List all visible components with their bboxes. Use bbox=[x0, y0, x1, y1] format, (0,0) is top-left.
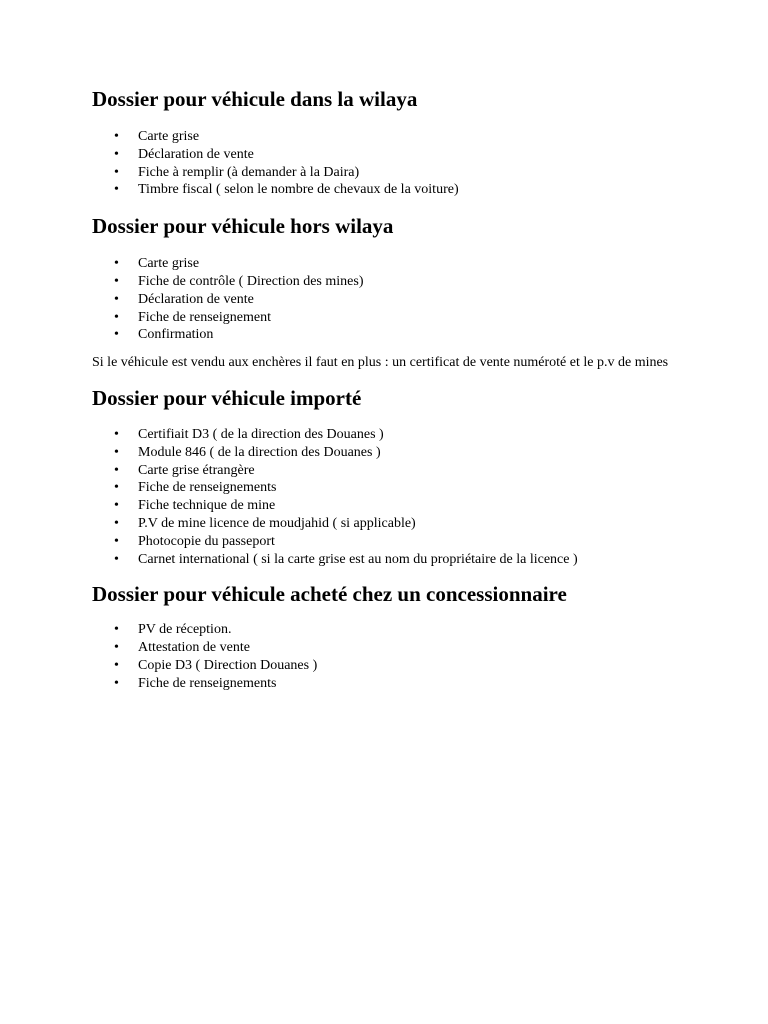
list-item: • Fiche à remplir (à demander à la Daira) bbox=[92, 164, 692, 182]
auction-note: Si le véhicule est vendu aux enchères il faut en plus : un certificat de vente numéroté et le p.v de mines bbox=[92, 355, 669, 371]
document-page bbox=[92, 86, 692, 693]
list-item: • Confirmation bbox=[92, 326, 692, 344]
list-item: • Fiche de renseignement bbox=[92, 309, 692, 327]
list-item: • Certifiait D3 ( de la direction des Douanes ) bbox=[92, 426, 692, 444]
list-item: • Attestation de vente bbox=[92, 639, 692, 657]
list-item: • Timbre fiscal ( selon le nombre de chevaux de la voiture) bbox=[92, 181, 692, 199]
list-item: • Fiche de renseignements bbox=[92, 479, 692, 497]
section-title-concessionnaire: Dossier pour véhicule acheté chez un concessionnaire bbox=[92, 582, 567, 607]
list-item: • Fiche de renseignements bbox=[92, 675, 692, 693]
list-item: • Déclaration de vente bbox=[92, 146, 692, 164]
list-item: • Fiche technique de mine bbox=[92, 497, 692, 515]
list-item: • Fiche de contrôle ( Direction des mines) bbox=[92, 273, 692, 291]
section-title-importe: Dossier pour véhicule importé bbox=[92, 385, 362, 410]
requirements-list-concessionnaire bbox=[92, 621, 692, 692]
list-item: • Déclaration de vente bbox=[92, 291, 692, 309]
list-item: • P.V de mine licence de moudjahid ( si applicable) bbox=[92, 515, 692, 533]
list-item: • Carte grise bbox=[92, 128, 692, 146]
list-item: • Carte grise bbox=[92, 255, 692, 273]
requirements-list-hors-wilaya bbox=[92, 255, 692, 344]
requirements-list-wilaya bbox=[92, 128, 692, 199]
section-title-hors-wilaya: Dossier pour véhicule hors wilaya bbox=[92, 214, 394, 239]
list-item: • Photocopie du passeport bbox=[92, 533, 692, 551]
section-title-wilaya: Dossier pour véhicule dans la wilaya bbox=[92, 87, 418, 111]
list-item: • Copie D3 ( Direction Douanes ) bbox=[92, 657, 692, 675]
list-item: • PV de réception. bbox=[92, 621, 692, 639]
list-item: • Module 846 ( de la direction des Douanes ) bbox=[92, 444, 692, 462]
list-item: • Carte grise étrangère bbox=[92, 462, 692, 480]
requirements-list-importe bbox=[92, 426, 692, 568]
list-item: • Carnet international ( si la carte grise est au nom du propriétaire de la licence ) bbox=[92, 551, 692, 569]
